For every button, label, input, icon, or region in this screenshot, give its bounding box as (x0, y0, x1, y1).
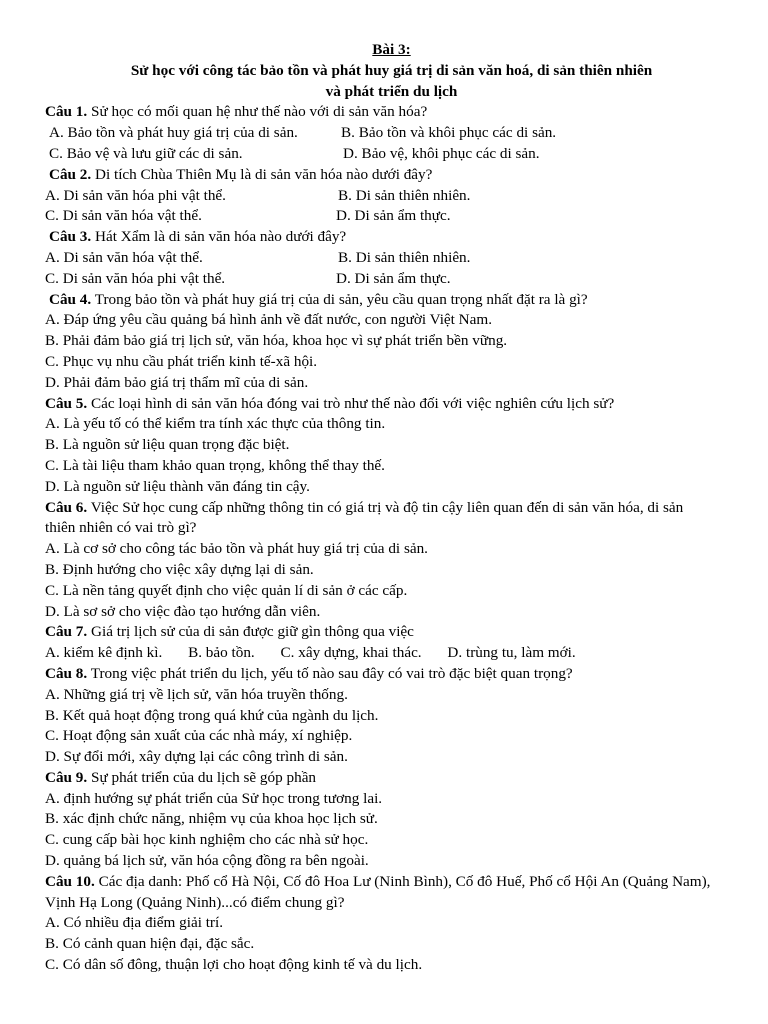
question-7-options (0, 643, 768, 664)
option-b: B. bảo tồn. (188, 644, 255, 662)
question-text: Trong bảo tồn và phát huy giá trị của di sản, yêu cầu quan trọng nhất đặt ra là gì? (94, 290, 588, 308)
option-a: A. Những giá trị về lịch sử, văn hóa truyền thống. (45, 685, 348, 703)
question-4 (0, 290, 768, 311)
option-d: D. quảng bá lịch sử, văn hóa cộng đồng ra bên ngoài. (45, 852, 369, 870)
document-page (0, 40, 768, 976)
lesson-number: Bài 3: (372, 41, 411, 58)
option-b: B. Kết quả hoạt động trong quá khứ của ngành du lịch. (45, 706, 379, 724)
option-d: D. Là sơ sở cho việc đào tạo hướng dẫn viên. (45, 602, 321, 620)
question-2-options-ab (0, 186, 768, 207)
option-a: A. Là yếu tố có thể kiểm tra tính xác thực của thông tin. (45, 415, 386, 433)
option-b: B. Phải đảm bảo giá trị lịch sử, văn hóa, khoa học vì sự phát triển bền vững. (45, 332, 508, 350)
question-text: Hát Xẩm là di sản văn hóa nào dưới đây? (95, 228, 347, 246)
question-number: Câu 1. (45, 103, 88, 121)
question-text: Các loại hình di sản văn hóa đóng vai trò như thế nào đối với việc nghiên cứu lịch sử? (91, 394, 615, 412)
option-a: A. Di sản văn hóa phi vật thể. (45, 186, 226, 204)
option-d: D. Sự đổi mới, xây dựng lại các công trình di sản. (45, 748, 348, 766)
option-c: C. Phục vụ nhu cầu phát triển kinh tế-xã hội. (45, 352, 318, 370)
option-c: C. Di sản văn hóa vật thể. (45, 207, 202, 225)
question-text: Việc Sử học cung cấp những thông tin có giá trị và độ tin cậy liên quan đến di sản văn hóa, di sản thiên nhiên có vai trò gì? (45, 498, 684, 537)
question-number: Câu 6. (45, 498, 88, 516)
question-text: Sử học có mối quan hệ như thế nào với di sản văn hóa? (91, 103, 428, 121)
option-d: D. Phải đảm bảo giá trị thẩm mĩ của di sản. (45, 373, 309, 391)
question-2 (0, 165, 768, 186)
option-a: A. Đáp ứng yêu cầu quảng bá hình ảnh về đất nước, con người Việt Nam. (45, 311, 492, 329)
document-header (15, 40, 768, 102)
option-b: B. xác định chức năng, nhiệm vụ của khoa học lịch sử. (45, 810, 378, 828)
question-number: Câu 5. (45, 394, 88, 412)
question-number: Câu 8. (45, 664, 88, 682)
question-number: Câu 7. (45, 623, 88, 641)
option-b: B. Di sản thiên nhiên. (338, 186, 471, 204)
option-d: D. Bảo vệ, khôi phục các di sản. (343, 144, 540, 162)
question-2-options-cd (0, 206, 768, 227)
question-3 (0, 227, 768, 248)
question-number: Câu 3. (49, 228, 92, 246)
option-c: C. Bảo vệ và lưu giữ các di sản. (49, 144, 243, 162)
option-a: A. Bảo tồn và phát huy giá trị của di sản. (49, 124, 298, 142)
question-text: Trong việc phát triển du lịch, yếu tố nào sau đây có vai trò đặc biệt quan trọng? (90, 664, 573, 682)
question-1 (0, 102, 768, 123)
question-1-options-ab (0, 123, 768, 144)
option-c: C. xây dựng, khai thác. (280, 644, 422, 662)
option-b: B. Có cảnh quan hiện đại, đặc sắc. (45, 935, 255, 953)
question-number: Câu 2. (49, 165, 92, 183)
option-d: D. Là nguồn sử liệu thành văn đáng tin cậy. (45, 477, 310, 495)
option-d: D. Di sản ẩm thực. (336, 269, 451, 287)
question-7 (0, 622, 768, 643)
question-1-options-cd (0, 144, 768, 165)
option-b: B. Là nguồn sử liệu quan trọng đặc biệt. (45, 436, 290, 454)
question-8 (0, 664, 768, 685)
question-text: Các địa danh: Phố cổ Hà Nội, Cố đô Hoa Lư (Ninh Bình), Cố đô Huế, Phố cổ Hội An (Quảng Nam), Vịnh Hạ Long (Quảng Ninh)...có điểm chung gì? (45, 872, 711, 911)
option-a: A. Di sản văn hóa vật thể. (45, 248, 203, 266)
option-a: A. định hướng sự phát triển của Sử học trong tương lai. (45, 789, 383, 807)
option-b: B. Di sản thiên nhiên. (338, 248, 471, 266)
option-b: B. Định hướng cho việc xây dựng lại di sản. (45, 560, 314, 578)
question-number: Câu 4. (49, 290, 92, 308)
question-number: Câu 9. (45, 768, 88, 786)
question-6 (0, 498, 768, 540)
option-c: C. Có dân số đông, thuận lợi cho hoạt động kinh tế và du lịch. (45, 956, 423, 974)
option-c: C. cung cấp bài học kinh nghiệm cho các nhà sử học. (45, 831, 369, 849)
question-5 (0, 394, 768, 415)
question-3-options-ab (0, 248, 768, 269)
option-b: B. Bảo tồn và khôi phục các di sản. (341, 124, 557, 142)
option-c: C. Là nền tảng quyết định cho việc quản lí di sản ở các cấp. (45, 581, 408, 599)
question-text: Giá trị lịch sử của di sản được giữ gìn thông qua việc (91, 623, 414, 641)
lesson-title-line-2: và phát triển du lịch (325, 82, 458, 100)
option-d: D. trùng tu, làm mới. (447, 644, 576, 662)
question-text: Sự phát triển của du lịch sẽ góp phần (91, 768, 317, 786)
question-text: Di tích Chùa Thiên Mụ là di sản văn hóa nào dưới đây? (95, 165, 433, 183)
question-number: Câu 10. (45, 872, 95, 890)
option-d: D. Di sản ẩm thực. (336, 207, 451, 225)
question-3-options-cd (0, 269, 768, 290)
option-c: C. Hoạt động sản xuất của các nhà máy, xí nghiệp. (45, 727, 353, 745)
question-10 (0, 872, 768, 914)
question-9 (0, 768, 768, 789)
lesson-title-line-1: Sử học với công tác bảo tồn và phát huy giá trị di sản văn hoá, di sản thiên nhiên (130, 61, 653, 79)
option-a: A. Có nhiều địa điểm giải trí. (45, 914, 224, 932)
option-c: C. Di sản văn hóa phi vật thể. (45, 269, 226, 287)
option-c: C. Là tài liệu tham khảo quan trọng, không thể thay thế. (45, 456, 385, 474)
option-a: A. Là cơ sở cho công tác bảo tồn và phát huy giá trị của di sản. (45, 540, 428, 558)
option-a: A. kiểm kê định kì. (45, 644, 163, 662)
